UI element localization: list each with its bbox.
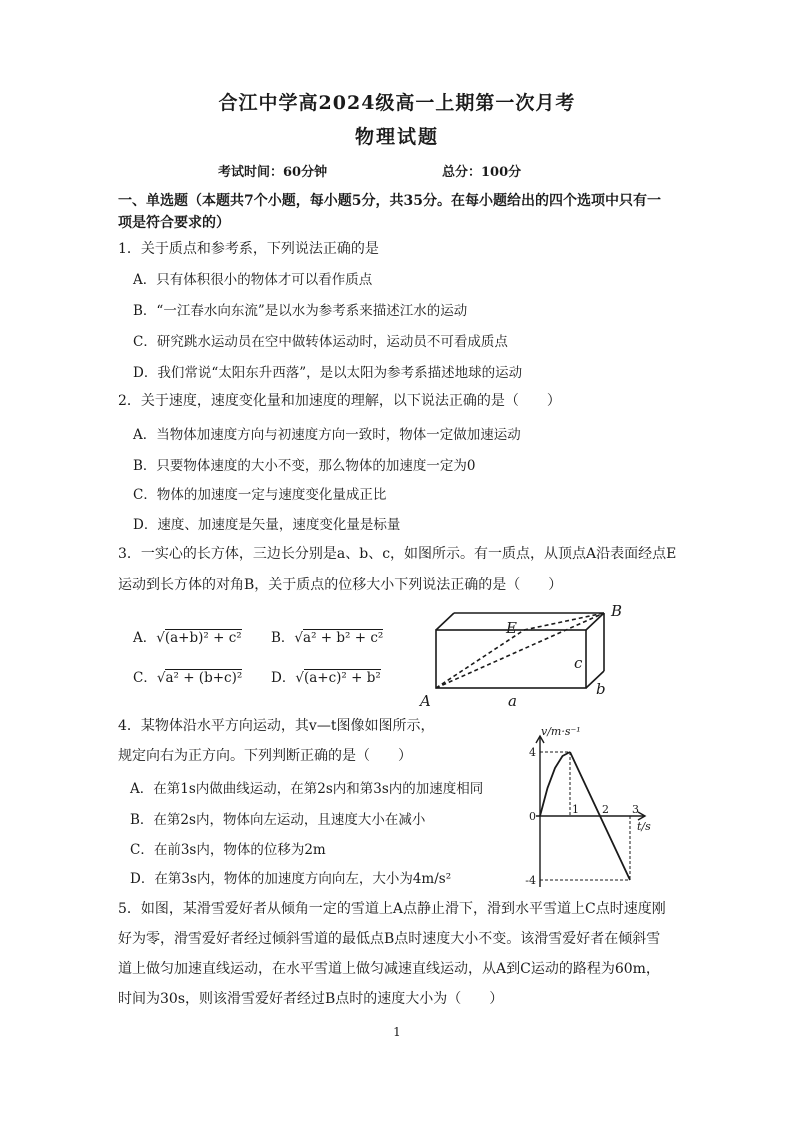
q3-option-b-expr: a² + b² + c² bbox=[303, 630, 384, 646]
q5-stem-line2: 好为零，滑雪爱好者经过倾斜雪道的最低点B点时速度大小不变。该滑雪爱好者在倾斜雪 bbox=[118, 931, 661, 947]
q3-stem-line2: 运动到长方体的对角B，关于质点的位移大小下列说法正确的是（ ） bbox=[118, 577, 563, 593]
q4-option-d: D．在第3s内，物体的加速度方向向左，大小为4m/s² bbox=[130, 871, 452, 887]
sqrt-icon: √ bbox=[294, 630, 304, 646]
section-heading-line1: 一、单选题（本题共7个小题，每小题5分，共35分。在每小题给出的四个选项中只有一 bbox=[118, 193, 661, 209]
sqrt-icon: √ bbox=[156, 670, 166, 686]
q5-stem-line3: 道上做匀加速直线运动，在水平雪道上做匀减速直线运动，从A到C运动的路程为60m， bbox=[118, 961, 660, 977]
q1-option-b: B．“一江春水向东流”是以水为参考系来描述江水的运动 bbox=[133, 303, 468, 319]
q4-option-b: B．在第2s内，物体向左运动，且速度大小在减小 bbox=[130, 812, 426, 828]
q3-option-d-label: D． bbox=[271, 670, 296, 686]
q4-stem-line2: 规定向右为正方向。下列判断正确的是（ ） bbox=[118, 748, 412, 764]
q3-option-d-expr: (a+c)² + b² bbox=[303, 670, 381, 686]
q3-option-d bbox=[271, 666, 381, 686]
q2-option-b: B．只要物体速度的大小不变，那么物体的加速度一定为0 bbox=[133, 458, 476, 474]
exam-score: 总分：100分 bbox=[442, 165, 522, 180]
q1-option-d: D．我们常说“太阳东升西落”，是以太阳为参考系描述地球的运动 bbox=[133, 365, 523, 381]
exam-subject: 物理试题 bbox=[354, 126, 439, 148]
cuboid-front-face bbox=[436, 630, 586, 688]
q1-stem: 1．关于质点和参考系，下列说法正确的是 bbox=[118, 241, 379, 257]
diagonal-a-to-b bbox=[436, 613, 604, 688]
page-number: 1 bbox=[393, 1025, 401, 1039]
y-tick-label: -4 bbox=[525, 874, 536, 887]
x-tick-label: 1 bbox=[572, 803, 579, 816]
exam-title: 合江中学高2024级高一上期第一次月考 bbox=[218, 92, 576, 114]
q3-option-c-expr: a² + (b+c)² bbox=[165, 670, 243, 686]
q2-option-d: D．速度、加速度是矢量，速度变化量是标量 bbox=[133, 517, 401, 533]
label-e-point: E bbox=[506, 619, 517, 637]
label-b-vertex: B bbox=[611, 602, 623, 620]
q2-option-a: A．当物体加速度方向与初速度方向一致时，物体一定做加速运动 bbox=[133, 427, 521, 443]
q5-stem-line4: 时间为30s，则该滑雪爱好者经过B点时的速度大小为（ ） bbox=[118, 991, 504, 1007]
q3-option-c bbox=[133, 666, 242, 686]
sqrt-icon: √ bbox=[156, 630, 165, 646]
label-edge-b: b bbox=[596, 680, 606, 698]
q4-option-a: A．在第1s内做曲线运动，在第2s内和第3s内的加速度相同 bbox=[130, 781, 484, 797]
q4-stem-line1: 4．某物体沿水平方向运动，其v—t图像如图所示， bbox=[118, 718, 435, 734]
q3-option-a-label: A． bbox=[133, 630, 157, 646]
cuboid-diagram bbox=[414, 600, 636, 712]
vt-graph bbox=[516, 722, 668, 887]
path-a-to-e bbox=[436, 630, 524, 688]
q2-option-c: C．物体的加速度一定与速度变化量成正比 bbox=[133, 487, 387, 503]
label-edge-a: a bbox=[508, 692, 517, 710]
vt-curve-segment bbox=[540, 752, 570, 816]
cuboid-edge-top-left bbox=[436, 613, 454, 630]
x-tick-label: 2 bbox=[602, 803, 609, 816]
q3-stem-line1: 3．一实心的长方体，三边长分别是a、b、c，如图所示。有一质点，从顶点A沿表面经点E bbox=[118, 546, 677, 562]
exam-time: 考试时间：60分钟 bbox=[218, 165, 328, 180]
path-e-to-b bbox=[524, 613, 604, 630]
y-tick-label: 0 bbox=[529, 810, 536, 823]
q2-stem: 2．关于速度，速度变化量和加速度的理解，以下说法正确的是（ ） bbox=[118, 393, 561, 409]
label-edge-c: c bbox=[574, 654, 583, 672]
q4-option-c: C．在前3s内，物体的位移为2m bbox=[130, 842, 326, 858]
y-axis-label: v/m·s⁻¹ bbox=[541, 725, 581, 738]
label-a-vertex: A bbox=[420, 692, 431, 710]
q3-option-b bbox=[271, 626, 383, 646]
sqrt-icon: √ bbox=[295, 670, 304, 686]
x-tick-label: 3 bbox=[632, 803, 639, 816]
q3-option-b-label: B． bbox=[271, 630, 295, 646]
q3-option-a bbox=[133, 626, 242, 646]
q1-option-c: C．研究跳水运动员在空中做转体运动时，运动员不可看成质点 bbox=[133, 334, 508, 350]
q1-option-a: A．只有体积很小的物体才可以看作质点 bbox=[133, 272, 373, 288]
section-heading-line2: 项是符合要求的） bbox=[118, 215, 230, 231]
q3-option-c-label: C． bbox=[133, 670, 157, 686]
y-tick-label: 4 bbox=[529, 746, 536, 759]
q3-option-a-expr: (a+b)² + c² bbox=[164, 630, 242, 646]
x-axis-label: t/s bbox=[637, 820, 651, 833]
q5-stem-line1: 5．如图，某滑雪爱好者从倾角一定的雪道上A点静止滑下，滑到水平雪道上C点时速度刚 bbox=[118, 901, 666, 917]
